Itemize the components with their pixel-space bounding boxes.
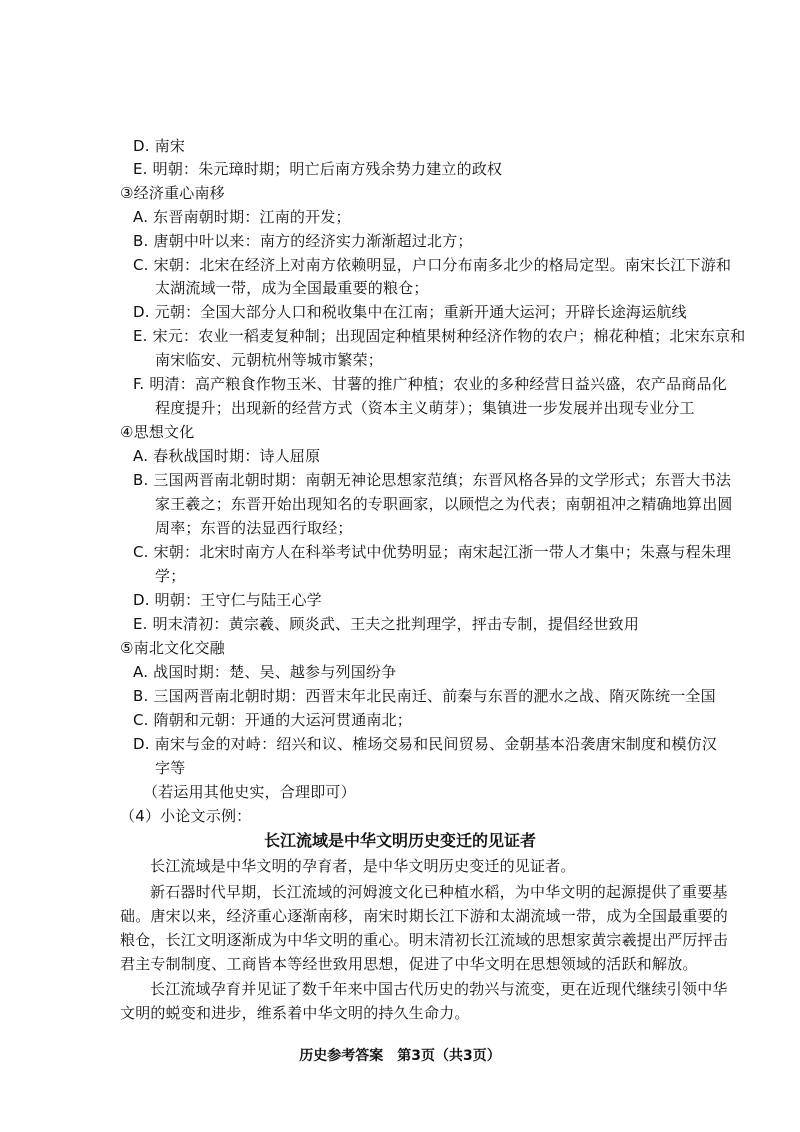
- item-e-ming: E. 明朝：朱元璋时期；明亡后南方残余势力建立的政权: [133, 160, 503, 178]
- item-d-yuan: D. 元朝：全国大部分人口和税收集中在江南；重新开通大运河；开辟长途海运航线: [133, 303, 687, 321]
- section-north-south-fusion: ⑤南北文化交融: [120, 639, 225, 657]
- item-d-ming-culture: D. 明朝：王守仁与陆王心学: [133, 591, 322, 609]
- item-f-ming-qing-cont: 程度提升；出现新的经营方式（资本主义萌芽）；集镇进一步发展并出现专业分工: [155, 399, 695, 417]
- essay-paragraph-1: 长江流域是中华文明的孕育者，是中华文明历史变迁的见证者。: [150, 857, 576, 875]
- item-c-song-culture: C. 宋朝：北宋时南方人在科举考试中优势明显；南宋起江浙一带人才集中；朱熹与程朱理: [133, 543, 732, 561]
- item-f-ming-qing: F. 明清：高产粮食作物玉米、甘薯的推广种植；农业的多种经营日益兴盛，农产品商品化: [133, 375, 727, 393]
- essay-paragraph-3-cont: 文明的蜕变和进步，维系着中华文明的持久生命力。: [120, 1004, 470, 1022]
- essay-title: 长江流域是中华文明历史变迁的见证者: [263, 831, 536, 850]
- item-c-song: C. 宋朝：北宋在经济上对南方依赖明显，户口分布南多北少的格局定型。南宋长江下游和: [133, 256, 732, 274]
- note-other-facts: （若运用其他史实，合理即可）: [143, 783, 356, 801]
- item-b-three-kingdoms: B. 三国两晋南北朝时期：南朝无神论思想家范缜；东晋风格各异的文学形式；东晋大书法: [133, 471, 732, 489]
- item-e-song-yuan: E. 宋元：农业一稻麦复种制；出现固定种植果树种经济作物的农户；棉花种植；北宋东京和: [133, 327, 746, 345]
- item-b-migration: B. 三国两晋南北朝时期：西晋末年北民南迁、前秦与东晋的淝水之战、隋灭陈统一全国: [133, 687, 716, 705]
- item-d-song-jin: D. 南宋与金的对峙：绍兴和议、榷场交易和民间贸易、金朝基本沿袭唐宋制度和模仿汉: [133, 735, 718, 753]
- essay-intro: （4）小论文示例：: [120, 807, 252, 825]
- item-a-eastern-jin: A. 东晋南朝时期：江南的开发；: [133, 208, 351, 226]
- essay-paragraph-2-cont2: 粮仓，长江文明逐渐成为中华文明的重心。明末清初长江流域的思想家黄宗羲提出严厉抨击: [120, 931, 729, 949]
- item-d-song-jin-cont: 字等: [155, 759, 186, 777]
- item-c-song-culture-cont: 学；: [155, 567, 186, 585]
- item-b-tang: B. 唐朝中叶以来：南方的经济实力渐渐超过北方；: [133, 232, 473, 250]
- essay-paragraph-2-cont1: 础。唐宋以来，经济重心逐渐南移，南宋时期长江下游和太湖流域一带，成为全国最重要的: [120, 907, 729, 925]
- item-b-three-kingdoms-cont1: 家王羲之；东晋开始出现知名的专职画家，以顾恺之为代表；南朝祖冲之精确地算出圆: [155, 495, 733, 513]
- section-thought-culture: ④思想文化: [120, 423, 195, 441]
- item-b-three-kingdoms-cont2: 周率；东晋的法显西行取经；: [155, 519, 353, 537]
- essay-paragraph-2: 新石器时代早期，长江流域的河姆渡文化已种植水稻，为中华文明的起源提供了重要基: [150, 883, 728, 901]
- item-a-warring-states: A. 战国时期：楚、吴、越参与列国纷争: [133, 663, 397, 681]
- item-c-grand-canal: C. 隋朝和元朝：开通的大运河贯通南北；: [133, 711, 413, 729]
- item-c-song-cont: 太湖流域一带，成为全国最重要的粮仓；: [155, 279, 429, 297]
- item-a-spring-autumn: A. 春秋战国时期：诗人屈原: [133, 447, 321, 465]
- essay-paragraph-2-cont3: 君主专制制度、工商皆本等经世致用思想，促进了中华文明在思想领域的活跃和解放。: [120, 955, 698, 973]
- item-d-southern-song: D. 南宋: [133, 137, 186, 155]
- item-e-late-ming: E. 明末清初：黄宗羲、顾炎武、王夫之批判理学，抨击专制，提倡经世致用: [133, 615, 640, 633]
- page-footer: 历史参考答案 第3页（共3页）: [299, 1048, 501, 1064]
- item-e-song-yuan-cont: 南宋临安、元朝杭州等城市繁荣；: [155, 351, 384, 369]
- section-economic-shift: ③经济重心南移: [120, 184, 225, 202]
- essay-paragraph-3: 长江流域孕育并见证了数千年来中国古代历史的勃兴与流变，更在近现代继续引领中华: [150, 980, 728, 998]
